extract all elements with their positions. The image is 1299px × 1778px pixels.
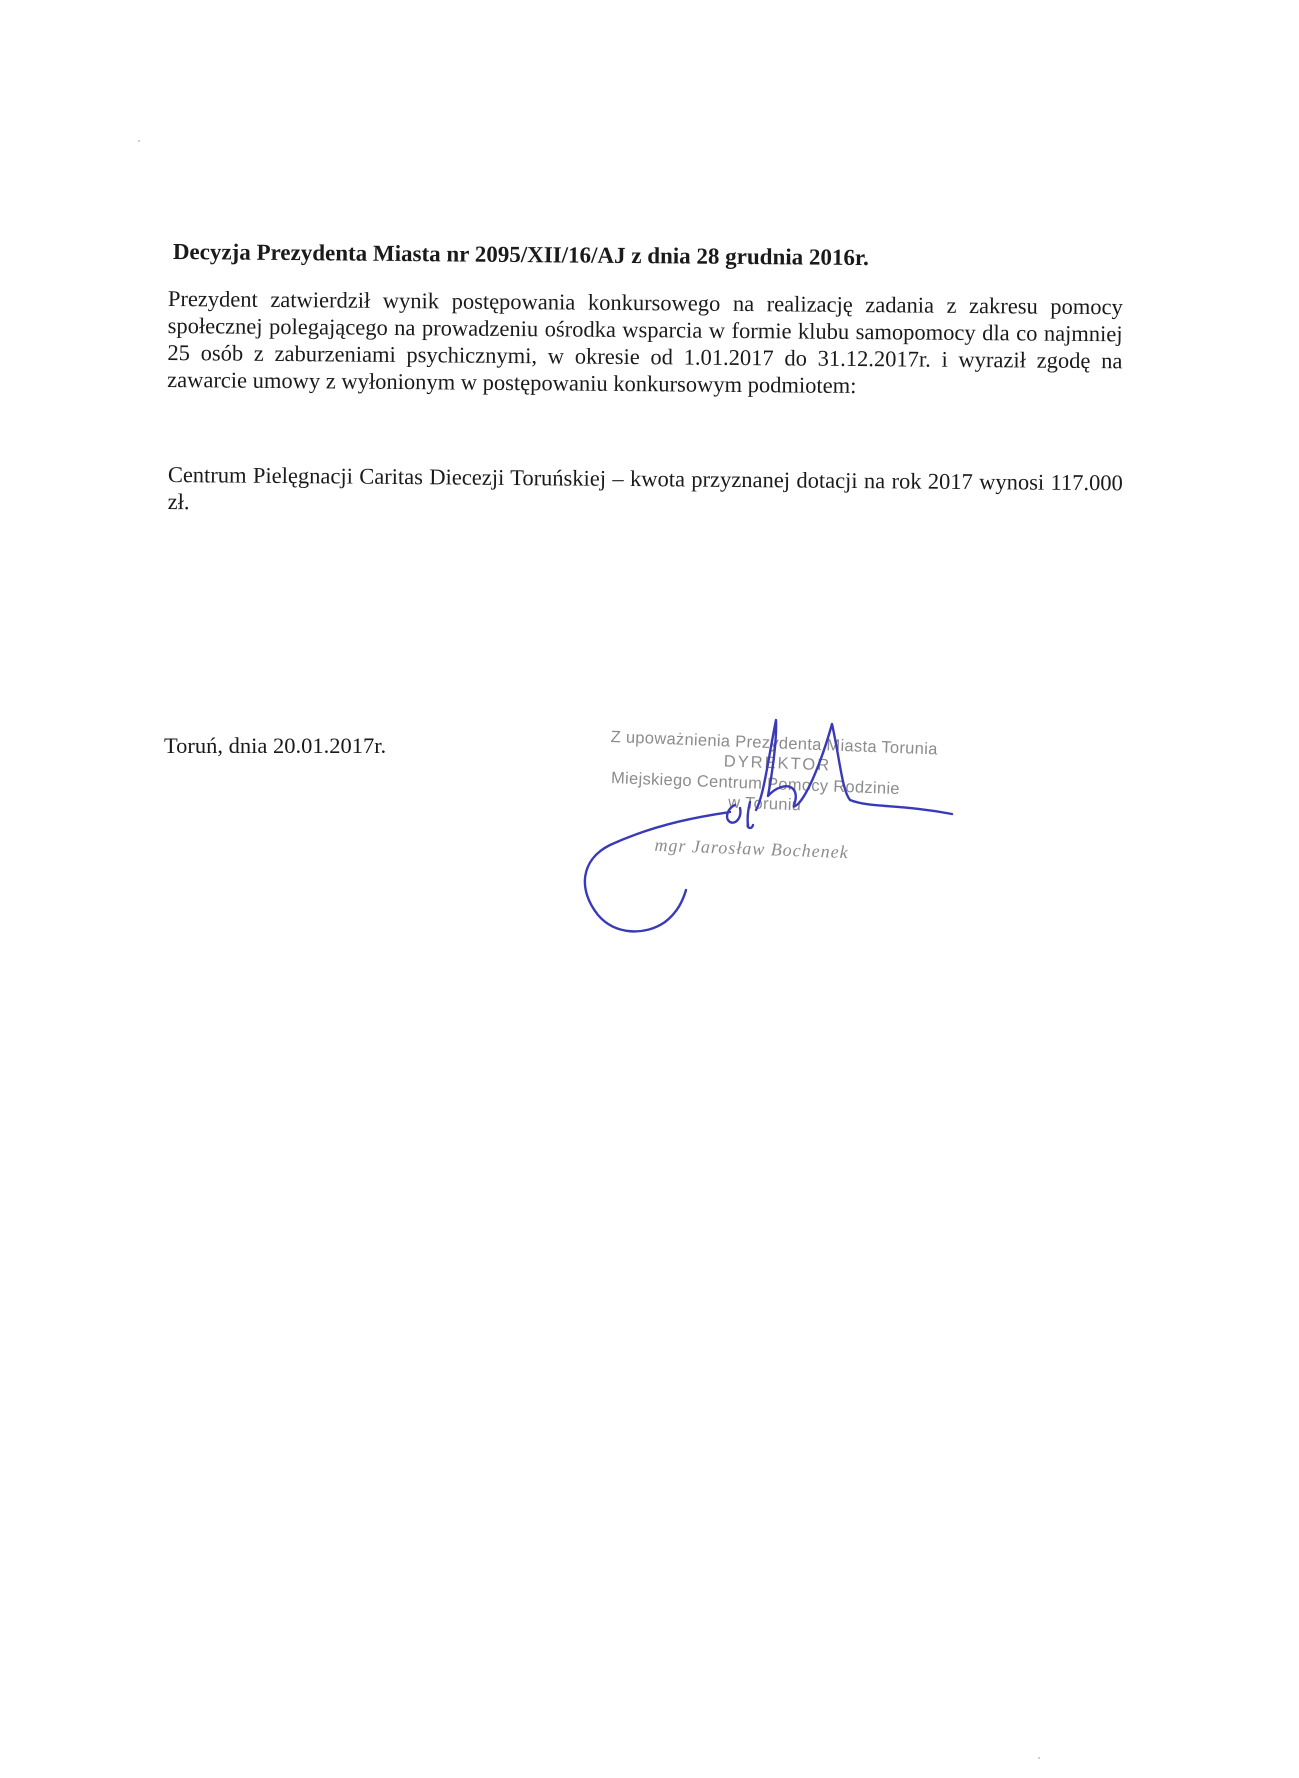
document-title: Decyzja Prezydenta Miasta nr 2095/XII/16/AJ z dnia 28 grudnia 2016r. (172, 238, 869, 271)
scan-speck (1038, 1757, 1040, 1759)
stamp-authorization-line: Z upoważnienia Prezydenta Miasta Torunia (610, 728, 938, 759)
grant-paragraph: Centrum Pielęgnacji Caritas Diecezji Toruńskiej – kwota przyznanej dotacji na rok 2017 wynosi 117.000 zł. (167, 461, 1123, 515)
stamp-institution-line: Miejskiego Centrum Pomocy Rodzinie (610, 769, 901, 799)
stamp-position-line: DYREKTOR (723, 752, 832, 775)
scan-speck (138, 140, 140, 142)
place-and-date: Toruń, dnia 20.01.2017r. (164, 733, 387, 758)
stamp-city-line: w Toruniu (727, 793, 802, 815)
handwritten-signature (570, 700, 970, 940)
decision-paragraph: Prezydent zatwierdził wynik postępowania konkursowego na realizację zadania z zakresu pomocy społecznej polegającego na prowadzeniu ośrodka wsparcia w formie klubu samopomocy dla co najmniej 25 osób z zaburzeniami psychicznymi, w okresie od 1.01.2017 do 31.12.2017r. i wyraził zgodę na zawarcie umowy z wyłonionym w postępowaniu konkursowym podmiotem: (167, 285, 1123, 399)
stamp-signatory-name: mgr Jarosław Bochenek (654, 834, 850, 863)
signature-stroke (585, 720, 952, 931)
